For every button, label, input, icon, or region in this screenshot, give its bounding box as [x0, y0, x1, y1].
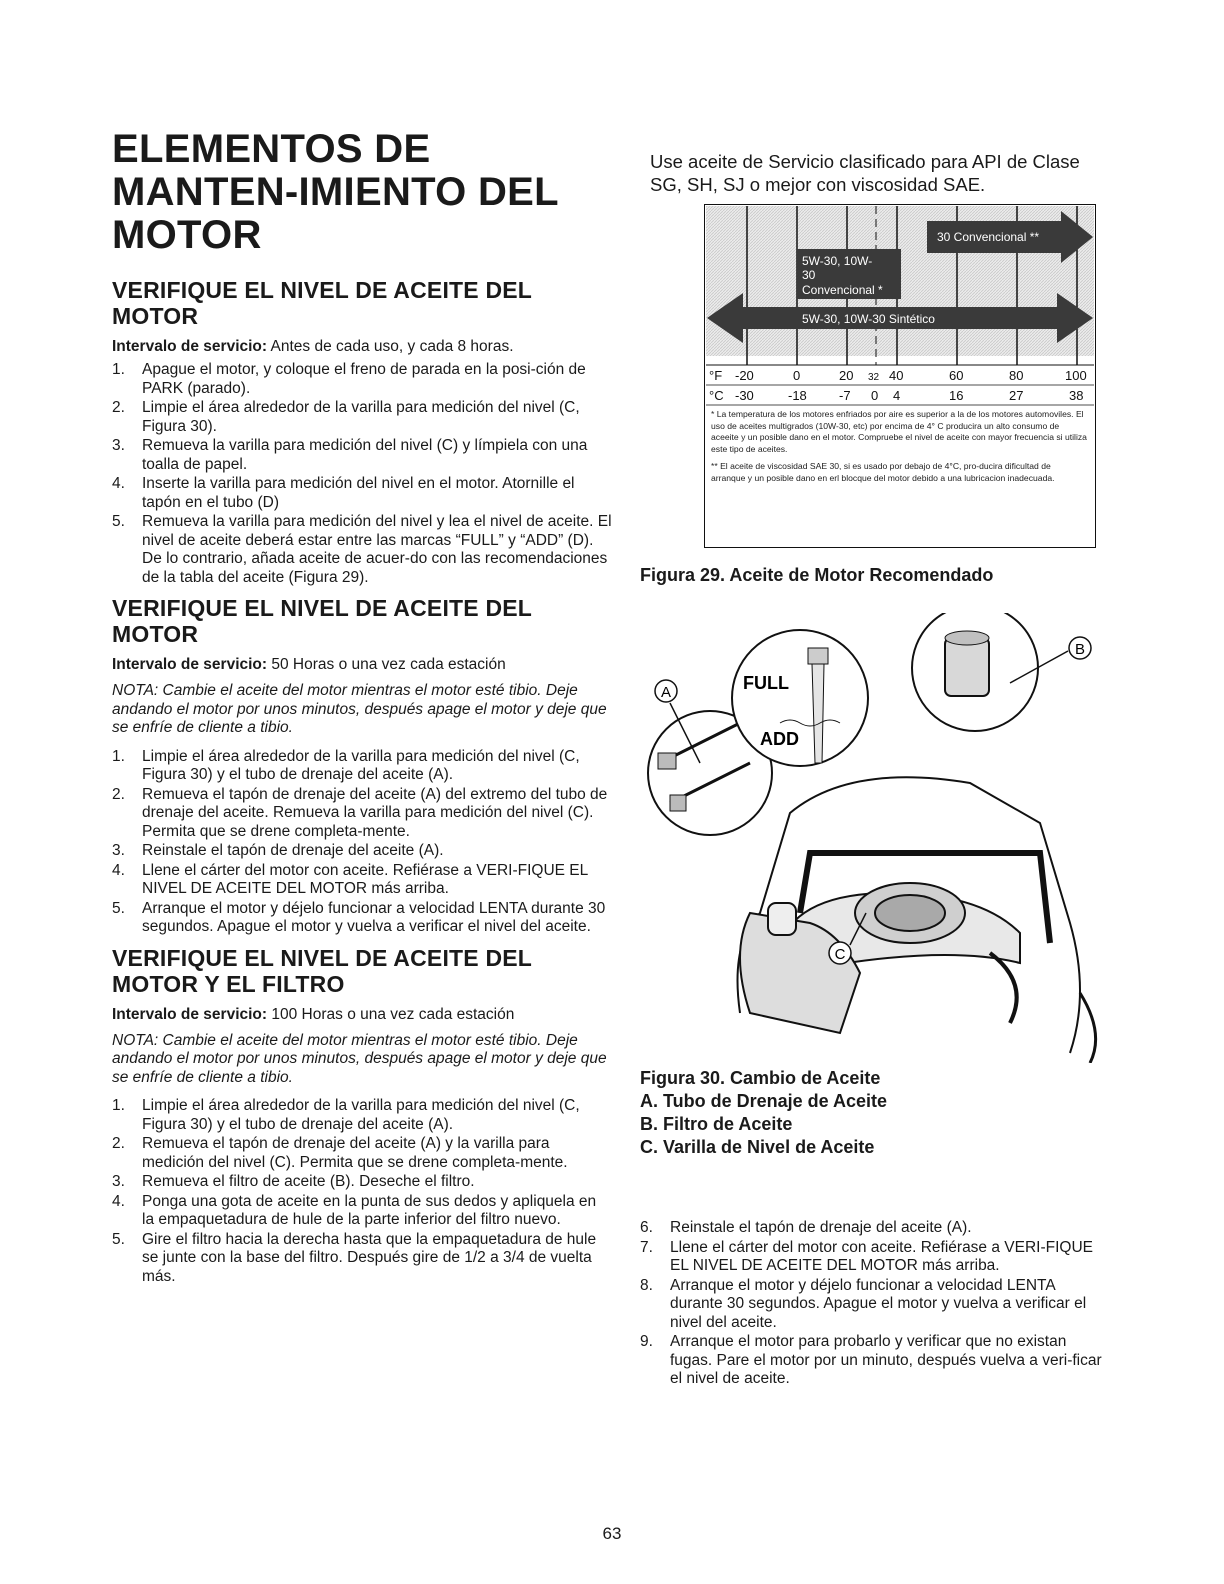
list-item: 2. Remueva el tapón de drenaje del aceite (A) y la varilla para medición del nivel (C). Permita que se drene completa-mente.	[112, 1135, 568, 1171]
list-item: 4. Llene el cárter del motor con aceite. Refiérase a VERI-FIQUE EL NIVEL DE ACEITE DEL MOTOR más arriba.	[112, 861, 588, 897]
list-item: 1. Limpie el área alrededor de la varilla para medición del nivel (C, Figura 30) y el tubo de drenaje del aceite (A).	[112, 1097, 580, 1133]
tick-label: -20	[735, 368, 754, 383]
footnote: ** El aceite de viscosidad SAE 30, si es usado por debajo de 4°C, pro-ducira dificultad de arranque y un posible dano en erl blocque del motor debido a una lubricacion inadecuada.	[711, 461, 1055, 483]
list-item: 7. Llene el cárter del motor con aceite. Refiérase a VERI-FIQUE EL NIVEL DE ACEITE DEL MOTOR más arriba.	[640, 1238, 1093, 1274]
steps-list	[112, 1097, 612, 1286]
bar-label: 30 Convencional **	[937, 230, 1040, 244]
legend-item: B. Filtro de Aceite	[640, 1114, 793, 1134]
tick-label: -7	[839, 388, 851, 403]
figure-30-legend	[640, 1090, 1110, 1159]
section-title: VERIFIQUE EL NIVEL DE ACEITE DEL MOTOR	[112, 277, 532, 329]
callout-c-label: C	[834, 946, 846, 963]
bar-label: Convencional *	[802, 283, 883, 297]
axis-unit-c: °C	[709, 388, 724, 403]
dipstick-cap	[808, 648, 828, 664]
tick-label: 4	[893, 388, 901, 403]
figure-30-illustration	[640, 613, 1110, 1063]
figure-29-caption: Figura 29. Aceite de Motor Recomendado	[640, 565, 994, 585]
footnote: * La temperatura de los motores enfriados por aire es superior a la de los motores automoviles. El uso de aceites multigrados (10W-30, etc) por encima de 4° C producira un alto consumo de aceeite y un posible dano en el motor. Compruebe el nivel de aceite con mayor frecuencia si utiliza este tipo de aceites.	[711, 409, 1087, 454]
steps-list	[112, 748, 612, 937]
fuel-cap	[768, 903, 796, 935]
bar-label: 5W-30, 10W-	[802, 254, 873, 268]
list-item: 1. Limpie el área alrededor de la varilla para medición del nivel (C, Figura 30) y el tubo de drenaje del aceite (A).	[112, 747, 580, 783]
oil-intro-text: Use aceite de Servicio clasificado para API de Clase SG, SH, SJ o mejor con viscosidad SAE.	[650, 151, 1080, 195]
list-item: 2. Remueva el tapón de drenaje del aceite (A) del extremo del tubo de drenaje del aceite. Remueva la varilla para medición del nivel (C). Permita que se drene completa-mente.	[112, 785, 608, 840]
oil-change-illustration	[640, 613, 1110, 1063]
list-item: 9. Arranque el motor para probarlo y verificar que no existan fugas. Pare el motor por un minuto, después vuelva a veri-ficar el nivel de aceite.	[640, 1333, 1102, 1387]
callout-b-label: B	[1074, 641, 1086, 658]
drain-hose	[990, 953, 1017, 1023]
left-column	[112, 128, 612, 1294]
tick-label: -30	[735, 388, 754, 403]
chart-footnotes	[711, 409, 1087, 484]
oil-chart-graphic	[705, 205, 1095, 547]
callout-a-label: A	[660, 684, 672, 701]
bar-label: 30	[802, 268, 816, 282]
list-item: 5. Remueva la varilla para medición del nivel y lea el nivel de aceite. El nivel de aceite deberá estar entre las marcas “FULL” y “ADD” (D). De lo contrario, añada aceite de acuer-do con las recomendaciones de la tabla del aceite (Figura 29).	[112, 513, 612, 586]
bar-label: 5W-30, 10W-30 Sintético	[802, 312, 935, 326]
oil-filter-top	[945, 631, 989, 645]
full-mark-label: FULL	[743, 673, 789, 693]
list-item: 4. Ponga una gota de aceite en la punta de sus dedos y apliquela en la empaquetadura de hule de la parte inferior del filtro nuevo.	[112, 1192, 597, 1228]
tick-label: 80	[1009, 368, 1024, 383]
tick-label: 20	[839, 368, 854, 383]
list-item: 8. Arranque el motor y déjelo funcionar a velocidad LENTA durante 30 segundos. Apague el motor y vuelva a verificar el nivel del aceite.	[640, 1276, 1087, 1331]
steps-list	[112, 361, 612, 587]
tick-label: 0	[793, 368, 801, 383]
legend-item: A. Tubo de Drenaje de Aceite	[640, 1091, 888, 1111]
page-title: ELEMENTOS DE MANTEN-IMIENTO DEL MOTOR	[112, 127, 559, 257]
tick-label: 32	[868, 372, 880, 383]
tick-label: 27	[1009, 388, 1024, 403]
note-text: NOTA: Cambie el aceite del motor mientras el motor esté tibio. Deje andando el motor por unos minutos, después apage el motor y deje que se enfríe de cliente a tibio.	[112, 682, 607, 736]
drain-plug	[658, 753, 676, 769]
closeup-circle-dipstick	[732, 630, 868, 766]
list-item: 4. Inserte la varilla para medición del nivel en el motor. Atornille el tapón en el tubo (D)	[112, 475, 575, 511]
list-item: 6. Reinstale el tapón de drenaje del aceite (A).	[640, 1219, 972, 1236]
add-mark-label: ADD	[760, 729, 799, 749]
axis-unit-f: °F	[709, 368, 723, 383]
list-item: 2. Limpie el área alrededor de la varilla para medición del nivel (C, Figura 30).	[112, 399, 580, 435]
tick-label: 16	[949, 388, 964, 403]
section-change-oil-filter	[112, 945, 612, 1287]
steps-list-continued	[640, 1219, 1110, 1389]
section-check-oil-level	[112, 277, 612, 587]
tick-label: 38	[1069, 388, 1084, 403]
tick-label: 60	[949, 368, 964, 383]
drain-fitting	[670, 795, 686, 811]
list-item: 5. Arranque el motor y déjelo funcionar a velocidad LENTA durante 30 segundos. Apague el motor y vuelva a verificar el nivel del aceite.	[112, 899, 606, 935]
tick-label: -18	[788, 388, 807, 403]
section-title: VERIFIQUE EL NIVEL DE ACEITE DEL MOTOR	[112, 595, 532, 647]
right-column	[640, 150, 1110, 1397]
list-item: 3. Remueva el filtro de aceite (B). Deseche el filtro.	[112, 1173, 475, 1190]
oil-filter	[945, 638, 989, 696]
tick-label: 0	[871, 388, 879, 403]
figure-30-caption: Figura 30. Cambio de Aceite	[640, 1068, 881, 1088]
list-item: 1. Apague el motor, y coloque el freno de parada en la posi-ción de PARK (parado).	[112, 361, 586, 397]
list-item: 3. Remueva la varilla para medición del nivel (C) y límpiela con una toalla de papel.	[112, 437, 588, 473]
engine-fan-center	[875, 895, 945, 931]
service-interval: Intervalo de servicio: 100 Horas o una vez cada estación	[112, 1005, 515, 1023]
legend-item: C. Varilla de Nivel de Aceite	[640, 1137, 875, 1157]
wheel	[1080, 993, 1096, 1063]
service-interval: Intervalo de servicio: 50 Horas o una vez cada estación	[112, 656, 506, 673]
tick-label: 40	[889, 368, 904, 383]
section-title: VERIFIQUE EL NIVEL DE ACEITE DEL MOTOR Y EL FILTRO	[112, 944, 532, 997]
service-interval: Intervalo de servicio: Antes de cada uso, y cada 8 horas.	[112, 338, 514, 355]
list-item: 3. Reinstale el tapón de drenaje del aceite (A).	[112, 842, 444, 859]
page-number: 63	[602, 1524, 622, 1543]
oil-viscosity-chart	[704, 204, 1096, 548]
section-change-oil	[112, 595, 612, 937]
list-item: 5. Gire el filtro hacia la derecha hasta que la empaquetadura de hule se junte con la base del filtro. Después gire de 1/2 a 3/4 de vuelta más.	[112, 1230, 597, 1285]
note-text: NOTA: Cambie el aceite del motor mientras el motor esté tibio. Deje andando el motor por unos minutos, después apage el motor y deje que se enfríe de cliente a tibio.	[112, 1031, 607, 1086]
tick-label: 100	[1065, 368, 1087, 383]
